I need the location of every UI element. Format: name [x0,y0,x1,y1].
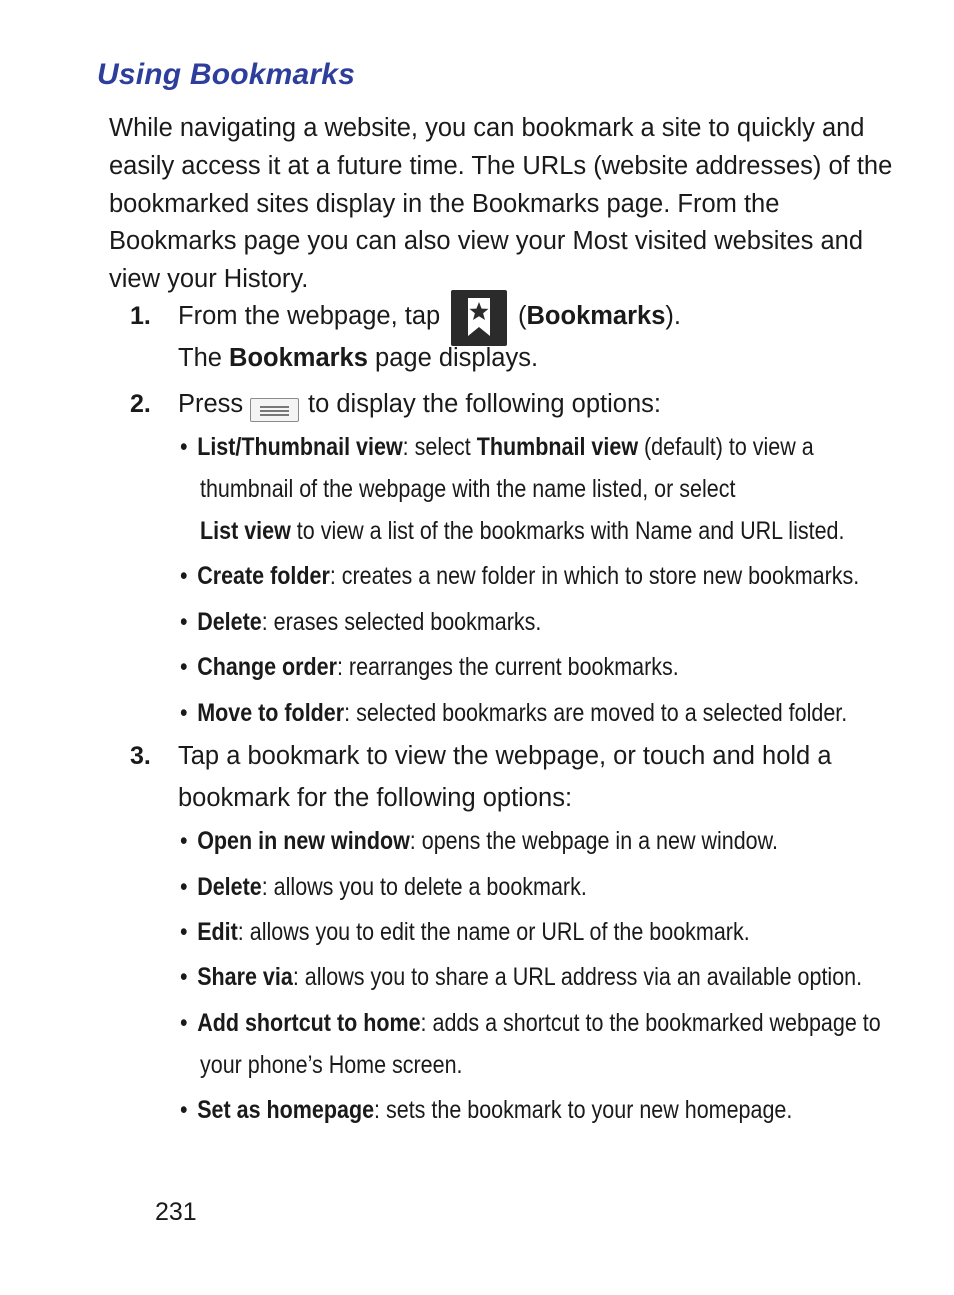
option-name: Share via [197,963,293,991]
step-number: 3. [130,742,151,770]
bullet-icon: • [180,918,188,946]
list-item-cont [200,517,844,546]
option-desc: : allows you to share a URL address via an available option. [292,963,863,991]
option-desc-3: to view a list of the bookmarks with Name and URL listed. [290,517,845,545]
paren-open: ( [518,302,527,330]
bookmark-star-icon[interactable] [451,290,507,346]
option-name: List/Thumbnail view [197,433,403,461]
option-desc: : rearranges the current bookmarks. [336,653,679,681]
step-1-pre: From the webpage, tap [178,302,441,330]
list-item [180,562,859,591]
list-item [180,608,541,637]
option-name: Add shortcut to home [197,1009,421,1037]
option-desc: : sets the bookmark to your new homepage. [374,1096,793,1124]
list-item [180,1009,881,1038]
option-name-2: Thumbnail view [476,433,639,461]
list-item [180,873,587,902]
option-name: Create folder [197,562,330,590]
bookmarks-label: Bookmarks [526,302,666,330]
bullet-icon: • [180,827,188,855]
list-item [180,963,862,992]
option-name: Delete [197,608,262,636]
option-desc: : selected bookmarks are moved to a selected folder. [344,699,848,727]
result-bold: Bookmarks [229,344,368,372]
step-number: 1. [130,302,151,330]
bullet-icon: • [180,608,188,636]
intro-paragraph [109,110,899,299]
bullet-icon: • [180,433,188,461]
option-desc: : creates a new folder in which to store new bookmarks. [329,562,860,590]
paren-close: ). [665,302,681,330]
step-1-text [178,302,440,331]
menu-icon[interactable] [250,398,299,422]
intro-line: While navigating a website, you can bookmark a site to quickly and [109,114,865,142]
option-desc: : adds a shortcut to the bookmarked webpage to [420,1009,881,1037]
list-item [180,1096,792,1125]
option-name-3: List view [200,517,291,545]
step-2-pre: Press [178,390,244,418]
option-name: Change order [197,653,337,681]
bullet-icon: • [180,1009,188,1037]
list-item [180,653,679,682]
step-3-line-1: Tap a bookmark to view the webpage, or touch and hold a [178,742,832,770]
option-desc: : allows you to edit the name or URL of the bookmark. [237,918,750,946]
option-desc: : select [402,433,477,461]
result-post: page displays. [367,344,539,372]
list-item [180,433,814,462]
intro-line: Bookmarks page you can also view your Most visited websites and [109,227,864,256]
option-desc: : opens the webpage in a new window. [409,827,778,855]
step-number: 2. [130,390,151,418]
list-item [180,918,750,947]
step-1-result [178,344,538,373]
list-item [180,699,847,728]
bullet-icon: • [180,653,188,681]
bullet-icon: • [180,699,188,727]
section-title: Using Bookmarks [97,58,356,91]
result-pre: The [178,344,230,372]
step-1-label [518,302,681,331]
bullet-icon: • [180,963,188,991]
option-name: Delete [197,873,262,901]
step-3-line-2: bookmark for the following options: [178,784,573,812]
option-name: Move to folder [197,699,345,727]
option-name: Set as homepage [197,1096,375,1124]
option-desc: : allows you to delete a bookmark. [261,873,587,901]
intro-line: easily access it at a future time. The URLs (website addresses) of the [109,151,893,180]
step-2-post: to display the following options: [308,390,661,418]
bullet-icon: • [180,562,188,590]
option-desc: : erases selected bookmarks. [261,608,542,636]
list-item-cont: thumbnail of the webpage with the name listed, or select [200,475,736,503]
option-desc-2: (default) to view a [638,433,814,461]
option-name: Edit [197,918,238,946]
option-name: Open in new window [197,827,410,855]
intro-line: bookmarked sites display in the Bookmarks page. From the [109,189,780,218]
list-item [180,827,778,856]
list-item-cont: your phone’s Home screen. [200,1051,463,1079]
bullet-icon: • [180,1096,188,1124]
bullet-icon: • [180,873,188,901]
page-number: 231 [155,1198,197,1226]
intro-line: view your History. [109,265,309,294]
